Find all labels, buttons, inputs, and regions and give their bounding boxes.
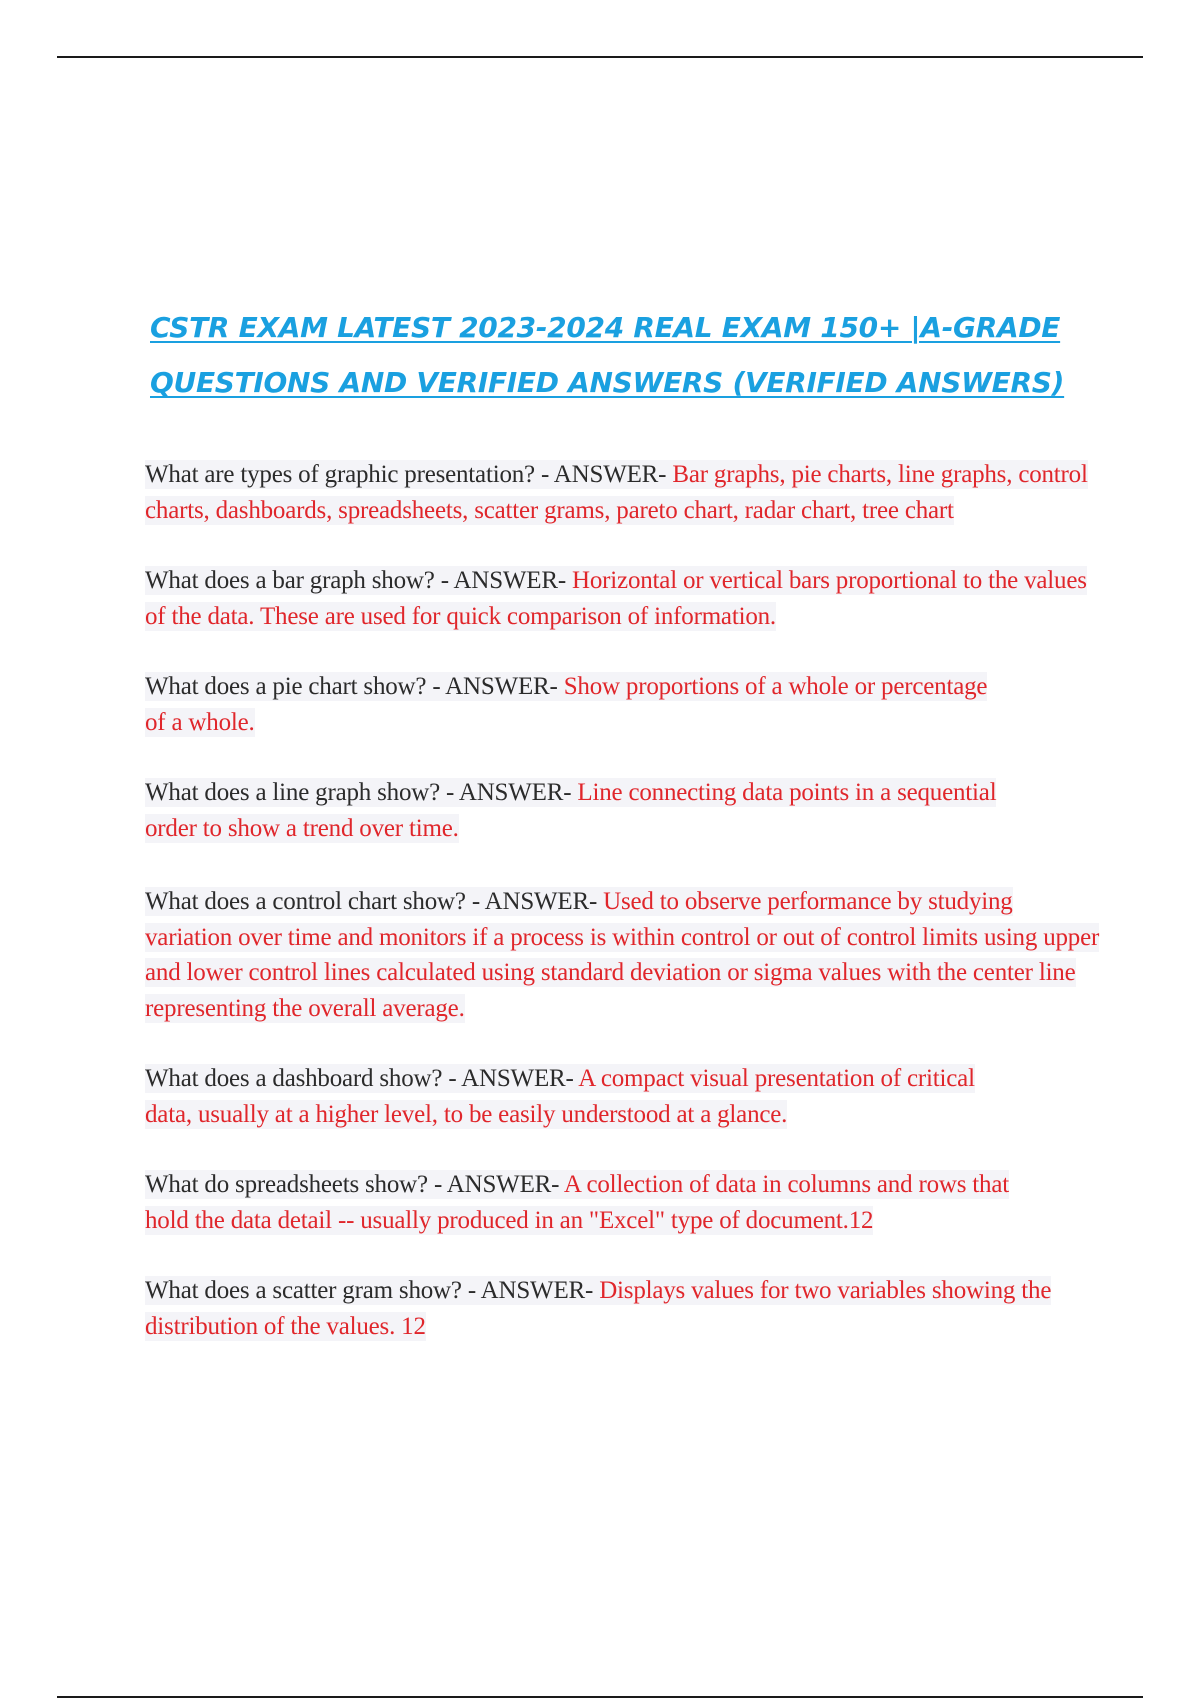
qa-item [145,1167,1045,1238]
answer-separator: - ANSWER- [426,673,564,700]
question-text: What does a bar graph show? [145,567,435,594]
qa-item [145,1061,1025,1132]
top-divider [57,56,1143,58]
answer-text: Displays values for two variables showing the distribution of the values. 12 [145,1277,1052,1340]
answer-separator: - ANSWER- [534,461,673,488]
answer-text: A collection of data in columns and rows that hold the data detail -- usually produced in an "Excel" type of document.12 [145,1171,1009,1234]
qa-item [145,1273,1100,1344]
question-text: What are types of graphic presentation? [145,461,535,488]
answer-separator: - ANSWER- [465,888,604,915]
question-text: What does a scatter gram show? [145,1277,462,1304]
answer-text: Line connecting data points in a sequential order to show a trend over time. [145,779,997,842]
question-text: What do spreadsheets show? [145,1171,428,1198]
answer-text: A compact visual presentation of critical data, usually at a higher level, to be easily understood at a glance. [145,1065,975,1128]
qa-item [145,563,1100,634]
qa-list [145,457,1100,1344]
qa-item [145,884,1100,1026]
question-text: What does a line graph show? [145,779,440,806]
qa-item [145,669,995,740]
bottom-divider [57,1696,1143,1698]
question-text: What does a pie chart show? [145,673,427,700]
answer-separator: - ANSWER- [461,1277,600,1304]
answer-text: Used to observe performance by studying variation over time and monitors if a process is within control or out of control limits using upper and lower control lines calculated using standard deviation or sigma values with the center line representing the overall average. [145,888,1100,1022]
document-title [150,300,1095,410]
qa-item [145,457,1100,528]
answer-text: Show proportions of a whole or percentage of a whole. [145,673,988,736]
title-line-1: CSTR EXAM LATEST 2023-2024 REAL EXAM 150+ |A-GRADE [150,311,1061,344]
answer-separator: - ANSWER- [440,779,578,806]
answer-text: Bar graphs, pie charts, line graphs, control charts, dashboards, spreadsheets, scatter grams, pareto chart, radar chart, tree chart [145,461,1088,524]
answer-separator: - ANSWER- [434,567,573,594]
answer-separator: - ANSWER- [442,1065,579,1092]
answer-text: Horizontal or vertical bars proportional to the values of the data. These are used for quick comparison of information. [145,567,1087,630]
question-text: What does a dashboard show? [145,1065,443,1092]
qa-item [145,775,1015,846]
answer-separator: - ANSWER- [427,1171,564,1198]
question-text: What does a control chart show? [145,888,466,915]
title-line-2: QUESTIONS AND VERIFIED ANSWERS (VERIFIED ANSWERS) [150,366,1065,399]
